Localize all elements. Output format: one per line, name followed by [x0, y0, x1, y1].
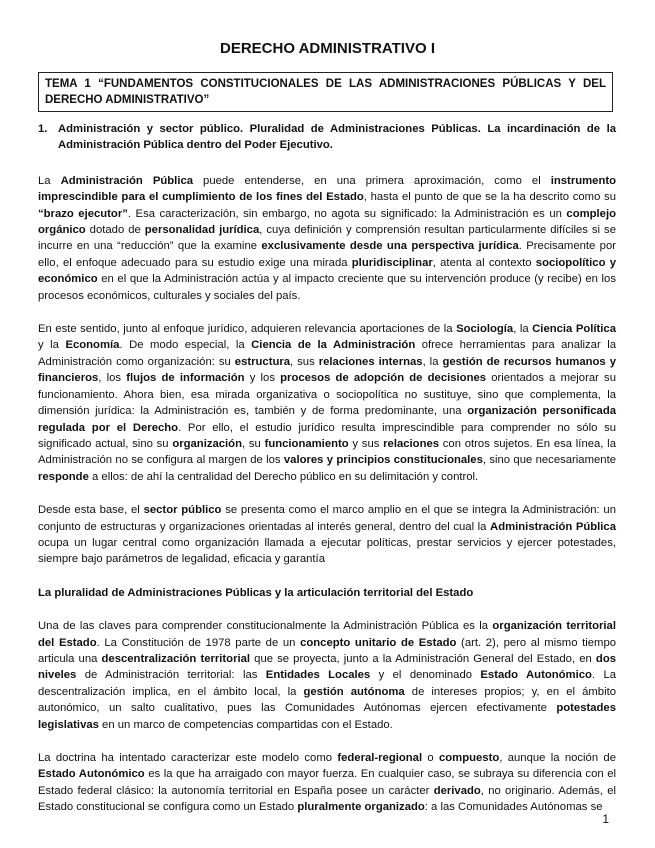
text-run: La doctrina ha intentado caracterizar este modelo como	[38, 752, 338, 764]
text-run: La	[38, 174, 61, 187]
bold-term: procesos de adopción de decisiones	[280, 372, 487, 385]
text-run: Una de las claves para comprender constitucionalmente la Administración Pública es la	[38, 620, 493, 633]
text-run: , sus	[290, 355, 319, 368]
bold-term: derivado	[433, 784, 481, 797]
bold-term: Estado Autonómico	[480, 669, 592, 682]
bold-term: exclusivamente desde una perspectiva jurídica	[261, 240, 519, 253]
text-run: de intereses propios; y, en el ámbito autonómico, un salto cualitativo, pues las Comunidades Autónomas ejercen efectivamente	[38, 685, 617, 715]
text-run: , aunque la noción de	[499, 752, 616, 764]
text-run: , sino que necesariamente	[482, 454, 616, 467]
paragraph	[38, 321, 616, 485]
bold-term: gestión autónoma	[303, 685, 405, 698]
bold-term: pluridisciplinar	[351, 256, 433, 269]
paragraph	[38, 750, 616, 816]
bold-term: Ciencia de la Administración	[251, 339, 416, 352]
text-run: puede entenderse, en una primera aproximación, como el	[193, 174, 551, 187]
bold-term: pluralmente organizado	[297, 801, 425, 814]
text-run: , su	[242, 437, 265, 450]
text-run: con otros sujetos. En esa línea, la Administración no se configura al margen de los	[38, 437, 616, 467]
text-run: , cuya definición y comprensión resultan particularmente difíciles si se incurre en una “reducción” que la examine	[38, 224, 616, 253]
text-run: y sus	[348, 437, 384, 450]
text-run: o	[422, 752, 439, 764]
bold-term: concepto unitario de Estado	[300, 636, 457, 649]
text-run: y el denominado	[370, 669, 481, 682]
bold-term: responde	[38, 470, 89, 483]
paragraph	[38, 173, 616, 304]
text-run: . De modo especial, la	[119, 339, 252, 352]
bold-term: potestades legislativas	[38, 702, 616, 731]
bold-term: organización	[172, 437, 242, 450]
topic-box: TEMA 1 “FUNDAMENTOS CONSTITUCIONALES DE LAS ADMINISTRACIONES PÚBLICAS Y DEL DERECHO ADMINISTRATIVO”	[38, 72, 613, 112]
text-run: . La Constitución de 1978 parte de un	[96, 636, 301, 649]
bold-term: relaciones internas	[318, 355, 423, 368]
text-run: , los	[98, 372, 127, 385]
document-body	[38, 121, 616, 833]
text-run: , no originario. Además, el Estado constitucional se configura como un Estado	[38, 784, 616, 814]
bold-term: sociopolítico y económico	[38, 256, 616, 286]
text-run: a ellos: de ahí la centralidad del Derecho público en su delimitación y control.	[88, 470, 479, 483]
bold-term: Sociología	[456, 323, 514, 336]
bold-term: sector público	[143, 504, 222, 517]
text-run: En este sentido, junto al enfoque jurídico, adquieren relevancia aportaciones de la	[38, 323, 457, 336]
text-run: dotado de	[85, 224, 145, 237]
bold-term: estructura	[234, 355, 291, 368]
text-run: y la	[38, 339, 66, 352]
bold-term: Economía	[65, 339, 120, 352]
bold-term: Estado Autonómico	[38, 768, 145, 781]
text-run: que se proyecta, junto a la Administración General del Estado, en	[250, 652, 596, 665]
bold-term: dos niveles	[38, 652, 617, 682]
document-title: DERECHO ADMINISTRATIVO I	[219, 40, 435, 57]
section-number: 1.	[38, 123, 48, 135]
text-run: . La descentralización implica, en el ámbito local, la	[38, 669, 617, 698]
text-run: Desde esta base, el	[38, 504, 144, 517]
bold-term: organización personificada regulada por el Derecho	[38, 405, 617, 434]
subheading: La pluralidad de Administraciones Públicas y la articulación territorial del Estado	[38, 586, 474, 599]
page-number: 1	[602, 812, 609, 826]
bold-term: gestión de recursos humanos y financieros	[38, 355, 616, 385]
text-run: se presenta como el marco amplio en el que se integra la Administración: un conjunto de estructuras y organizaciones orientadas al interés general, dentro del cual la	[38, 504, 616, 533]
text-run: . Esa caracterización, sin embargo, no agota su significado: la Administración es un	[127, 207, 567, 220]
bold-term: relaciones	[383, 437, 440, 450]
section-heading	[38, 121, 616, 154]
bold-term: flujos de información	[126, 372, 245, 385]
bold-term: funcionamiento	[264, 437, 349, 450]
bold-term: Administración Pública	[60, 174, 194, 187]
bold-term: organización territorial del Estado	[38, 620, 616, 649]
text-run: , la	[422, 355, 443, 368]
text-run: y los	[244, 372, 281, 385]
bold-term: federal-regional	[337, 752, 423, 764]
bold-term: compuesto	[439, 752, 500, 764]
text-run: . Por ello, el estudio jurídico resulta imprescindible para comprender no sólo su significado actual, sino su	[38, 421, 617, 450]
text-run: en el que la Administración actúa y al impacto creciente que su intervención produce (y recibe) en los procesos económicos, culturales y sociales del país.	[38, 273, 616, 302]
paragraph	[38, 502, 616, 568]
bold-term: descentralización territorial	[101, 652, 251, 665]
text-run: es la que ha arraigado con mayor fuerza. En cualquier caso, se subraya su diferencia con el Estado federal clásico: la autonomía territorial en España posee un carácter	[38, 768, 616, 797]
text-run: . Precisamente por ello, el enfoque adecuado para su estudio exige una mirada	[38, 240, 617, 269]
bold-term: “brazo ejecutor”	[38, 207, 128, 220]
section-title: Administración y sector público. Pluralidad de Administraciones Públicas. La incardinación de la Administración Pública dentro del Poder Ejecutivo.	[58, 123, 616, 152]
text-run: en un marco de competencias compartidas con el Estado.	[98, 718, 393, 731]
text-run: , la	[513, 323, 533, 336]
bold-term: instrumento imprescindible para el cumplimiento de los fines del Estado	[38, 174, 617, 204]
text-run: ofrece herramientas para analizar la Administración como organización: su	[38, 339, 617, 368]
text-run: , atenta al contexto	[432, 256, 536, 269]
text-run: (art. 2), pero al mismo tiempo articula una	[38, 636, 617, 665]
bold-term: valores y principios constitucionales	[283, 454, 483, 467]
text-run: de Administración territorial: las	[76, 669, 266, 682]
bold-term: complejo orgánico	[38, 207, 616, 237]
text-run: , hasta el punto de que se la ha descrito como su	[363, 191, 616, 204]
bold-term: Entidades Locales	[265, 669, 371, 682]
bold-term: personalidad jurídica	[144, 224, 260, 237]
bold-term: Administración Pública	[490, 520, 617, 533]
text-run: ocupa un lugar central como organización llamada a ejecutar políticas, prestar servicios y ejercer potestades, siempre bajo parámetros de legalidad, eficacia y garantía	[38, 536, 616, 566]
bold-term: Ciencia Política	[532, 323, 616, 336]
text-run: : a las Comunidades Autónomas se	[424, 801, 603, 814]
paragraph	[38, 618, 616, 733]
text-run: orientados a mejorar su funcionamiento. Ahora bien, esa mirada organizativa o sociopolítica no sustituye, sino que complementa, la dimensión jurídica: la Administración es, también y de forma predominante, una	[38, 372, 616, 418]
